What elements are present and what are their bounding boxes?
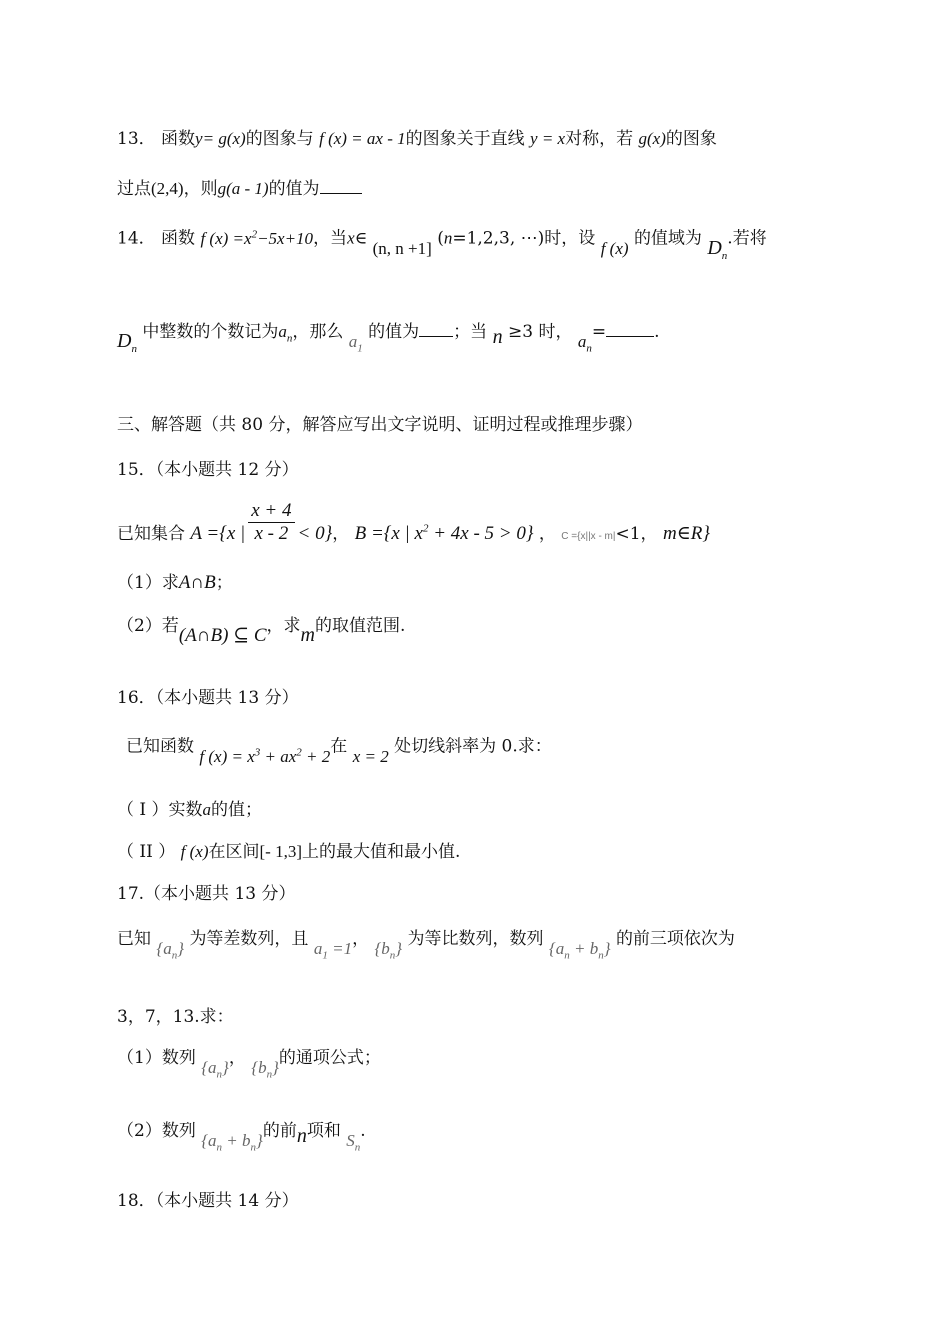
q15-text: <1，: [615, 524, 658, 544]
q17-part-1: [117, 1046, 381, 1081]
q14-math-f: [200, 229, 313, 248]
q14-a-sub: n: [286, 332, 293, 345]
q15-text: ，: [538, 524, 556, 544]
q17-part: {a: [548, 939, 565, 958]
q17-sub: n: [250, 1141, 257, 1154]
q14-a: a: [278, 322, 287, 341]
q17-part: }: [177, 939, 185, 958]
q15-label: （1）求: [117, 573, 179, 593]
q15-text: ；: [215, 573, 233, 593]
q13-math-gx: g(x): [638, 129, 666, 148]
q15-part-2: [117, 613, 406, 646]
q14-text: 的值为: [368, 322, 420, 342]
q17-sub: n: [389, 949, 396, 962]
q16-interval: [- 1,3]: [259, 842, 302, 861]
q17-sub: n: [266, 1068, 273, 1081]
q17-seq-b: [374, 939, 403, 962]
q14-line-2: [117, 318, 660, 355]
q14-a: a: [577, 332, 587, 351]
q15-set-C: C ={x||x - m|: [561, 531, 616, 542]
q14-math-a1: [348, 332, 363, 355]
q15-A-part: < 0}: [297, 523, 333, 544]
q15-B-sup: 2: [422, 522, 429, 535]
q14-math-Dn2: [117, 330, 137, 355]
q17-seq-ab: [548, 939, 611, 962]
q14-math-n: n: [443, 228, 453, 248]
q15-B-part: B ={x | x: [354, 523, 423, 544]
q17-sub: 1: [322, 949, 328, 962]
q17-text: 的前三项依次为: [615, 929, 735, 949]
q14-text: =1,2,3, ⋯)时，设: [452, 228, 596, 249]
q14-interval: (n, n +1]: [372, 238, 432, 258]
q16-math-a: a: [202, 800, 212, 819]
q15-math: (A∩B) ⊆ C: [178, 625, 267, 646]
q14-math-n: n: [492, 326, 503, 348]
q17-sub: n: [564, 949, 570, 962]
q17-part: + b: [569, 939, 599, 958]
q14-math-an: [278, 322, 293, 345]
q16-math-f: f (x): [180, 842, 209, 861]
q15-sets-line: [117, 500, 710, 565]
q16-line-1: [126, 730, 552, 766]
q14-answer-blank-1: [419, 318, 453, 337]
q16-f-part: + 2: [301, 746, 331, 766]
q15-math: A∩B: [178, 572, 216, 593]
q17-seq-b: [251, 1058, 279, 1081]
q17-label: （1）数列: [117, 1048, 196, 1068]
q17-line-1: [117, 927, 735, 962]
q16-text: 的值；: [211, 800, 263, 820]
q14-text: =: [591, 322, 607, 342]
q17-part: {a: [156, 939, 172, 958]
q14-text: ；当: [453, 322, 488, 342]
q17-sub: n: [171, 949, 178, 962]
q13-math-g: y= g(x): [195, 129, 246, 148]
q13-math-ga: g(a - 1): [217, 179, 269, 198]
q13-text: 函数: [161, 129, 196, 149]
q17-text: 为等比数列，数列: [407, 929, 544, 949]
q17-sum: [346, 1131, 361, 1154]
q14-text: 函数: [161, 228, 196, 249]
q15-B-part: + 4x - 5 > 0}: [428, 523, 534, 544]
q14-text: ，当: [313, 228, 348, 249]
q13-text: 的图象与: [245, 129, 314, 149]
q18-heading: 18．（本小题共 14 分）: [117, 1191, 299, 1211]
q15-set-A: [190, 500, 333, 544]
q15-text: ，: [332, 524, 350, 544]
q13-line-2: [117, 175, 362, 201]
q15-heading: 15．（本小题共 12 分）: [117, 460, 299, 480]
q17-part: }: [222, 1058, 229, 1077]
q17-text: 的前: [262, 1121, 297, 1141]
q15-fraction: [248, 500, 294, 545]
q17-seq-ab: [201, 1131, 263, 1154]
q16-f-sup: 2: [296, 746, 302, 758]
q13-text: ，则: [183, 179, 218, 199]
q14-math-x: x∈: [347, 228, 368, 248]
q17-part: + b: [222, 1131, 251, 1150]
q17-text: 的通项公式；: [278, 1048, 381, 1068]
q13-point: (2,4): [151, 179, 184, 198]
q15-frac-den: x - 2: [254, 523, 289, 544]
q14-f-part: f (x) =x: [200, 228, 252, 248]
q15-set-B: [355, 523, 534, 544]
q15-label: （2）若: [117, 616, 179, 636]
q17-sub: n: [354, 1141, 361, 1154]
q17-part: }: [603, 939, 611, 958]
q17-part: {a: [201, 1131, 217, 1150]
q17-seq-a: [201, 1058, 229, 1081]
q16-x-value: x = 2: [352, 746, 389, 766]
q14-math-fx: f (x): [600, 238, 629, 258]
q16-f-part: f (x) = x: [199, 746, 255, 766]
q14-D-sub: n: [131, 343, 137, 355]
q16-text: 上的最大值和最小值.: [301, 842, 461, 862]
q17-heading: 17.（本小题共 13 分）: [117, 884, 296, 904]
q17-part: =1: [327, 939, 353, 958]
q16-part-2: [117, 840, 460, 864]
q14-a-sub: n: [586, 342, 592, 355]
q17-label: （2）数列: [117, 1121, 196, 1141]
q17-line-2: 3，7，13.求：: [117, 1007, 234, 1027]
q17-part: {a: [201, 1058, 217, 1077]
q16-text: 处切线斜率为 0.求：: [394, 736, 552, 757]
q14-D: D: [117, 330, 132, 352]
q15-text: ，求: [266, 616, 301, 636]
q17-text: 为等差数列，且: [189, 929, 309, 949]
q13-text: 的值为: [268, 179, 320, 199]
q17-part: }: [395, 939, 403, 958]
q13-math-f: f (x) = ax - 1: [319, 129, 406, 148]
q17-part: }: [272, 1058, 279, 1077]
q13-math-line: y = x: [530, 129, 566, 148]
q17-text: .: [360, 1121, 366, 1141]
q14-line-1: [117, 222, 767, 262]
q16-f-sup: 3: [254, 746, 261, 758]
q13-text: 过点: [117, 179, 151, 199]
q17-S: S: [346, 1131, 355, 1150]
q17-seq-a: [156, 939, 185, 962]
q16-heading: 16．（本小题共 13 分）: [117, 688, 299, 708]
q14-text: (: [437, 228, 444, 249]
q14-period: .: [654, 322, 660, 342]
q17-sub: n: [216, 1068, 223, 1081]
q16-f-part: + ax: [260, 746, 297, 766]
q17-sub: n: [598, 949, 604, 962]
q14-text: 中整数的个数记为: [142, 322, 279, 342]
q17-part-2: [117, 1118, 366, 1154]
q14-text: ≥3 时，: [507, 322, 573, 342]
q17-part: {b: [374, 939, 390, 958]
q14-D-sub: n: [721, 249, 728, 262]
q14-math-Dn: [707, 236, 728, 262]
q17-text: 已知: [117, 929, 151, 949]
q16-label: （ II ）: [117, 842, 176, 862]
q15-math-m: m: [300, 624, 315, 646]
q14-f-sup: 2: [251, 228, 258, 240]
q17-text: 项和: [306, 1121, 341, 1141]
q16-function: [199, 747, 330, 766]
q13-text: 的图象关于直线: [405, 129, 525, 149]
q14-answer-blank-2: [606, 318, 654, 337]
q16-part-1: [117, 798, 262, 822]
section-3-heading: 三、解答题（共 80 分，解答应写出文字说明、证明过程或推理步骤）: [117, 415, 643, 435]
q15-text: 的取值范围.: [314, 616, 406, 636]
q17-sub: n: [216, 1141, 223, 1154]
q16-text: 已知函数: [126, 736, 194, 757]
q14-number: 14．: [117, 228, 156, 249]
q15-part-1: [117, 571, 233, 595]
q17-a1: [313, 939, 353, 962]
q14-text: .若将: [727, 228, 767, 249]
q14-math-an2: [577, 332, 592, 355]
q17-part: a: [313, 939, 323, 958]
q14-text: 的值域为: [633, 228, 702, 249]
q14-D: D: [707, 236, 722, 259]
q15-m-real: m∈R}: [662, 523, 710, 544]
q17-part: }: [256, 1131, 263, 1150]
q14-f-part: −5x+10: [257, 228, 314, 248]
q14-a: a: [348, 332, 358, 351]
q13-answer-blank: [320, 175, 362, 194]
q13-number: 13．: [117, 129, 156, 149]
q16-label: （ I ）实数: [117, 800, 203, 820]
q15-A-part: A ={x |: [190, 523, 246, 544]
q13-text: 的图象: [665, 129, 717, 149]
q17-text: ，: [228, 1048, 246, 1068]
q17-text: ，: [352, 929, 370, 949]
q13-text: 对称，若: [565, 129, 634, 149]
q16-text: 在: [330, 736, 348, 757]
q17-math-n: n: [296, 1125, 307, 1147]
q14-a-sub: 1: [357, 342, 363, 355]
q15-text: 已知集合: [117, 524, 185, 544]
q16-text: 在区间: [208, 842, 260, 862]
q15-frac-num: x + 4: [248, 500, 294, 523]
q13-line-1: [117, 127, 717, 151]
q17-part: {b: [251, 1058, 267, 1077]
q14-text: ，那么: [292, 322, 344, 342]
